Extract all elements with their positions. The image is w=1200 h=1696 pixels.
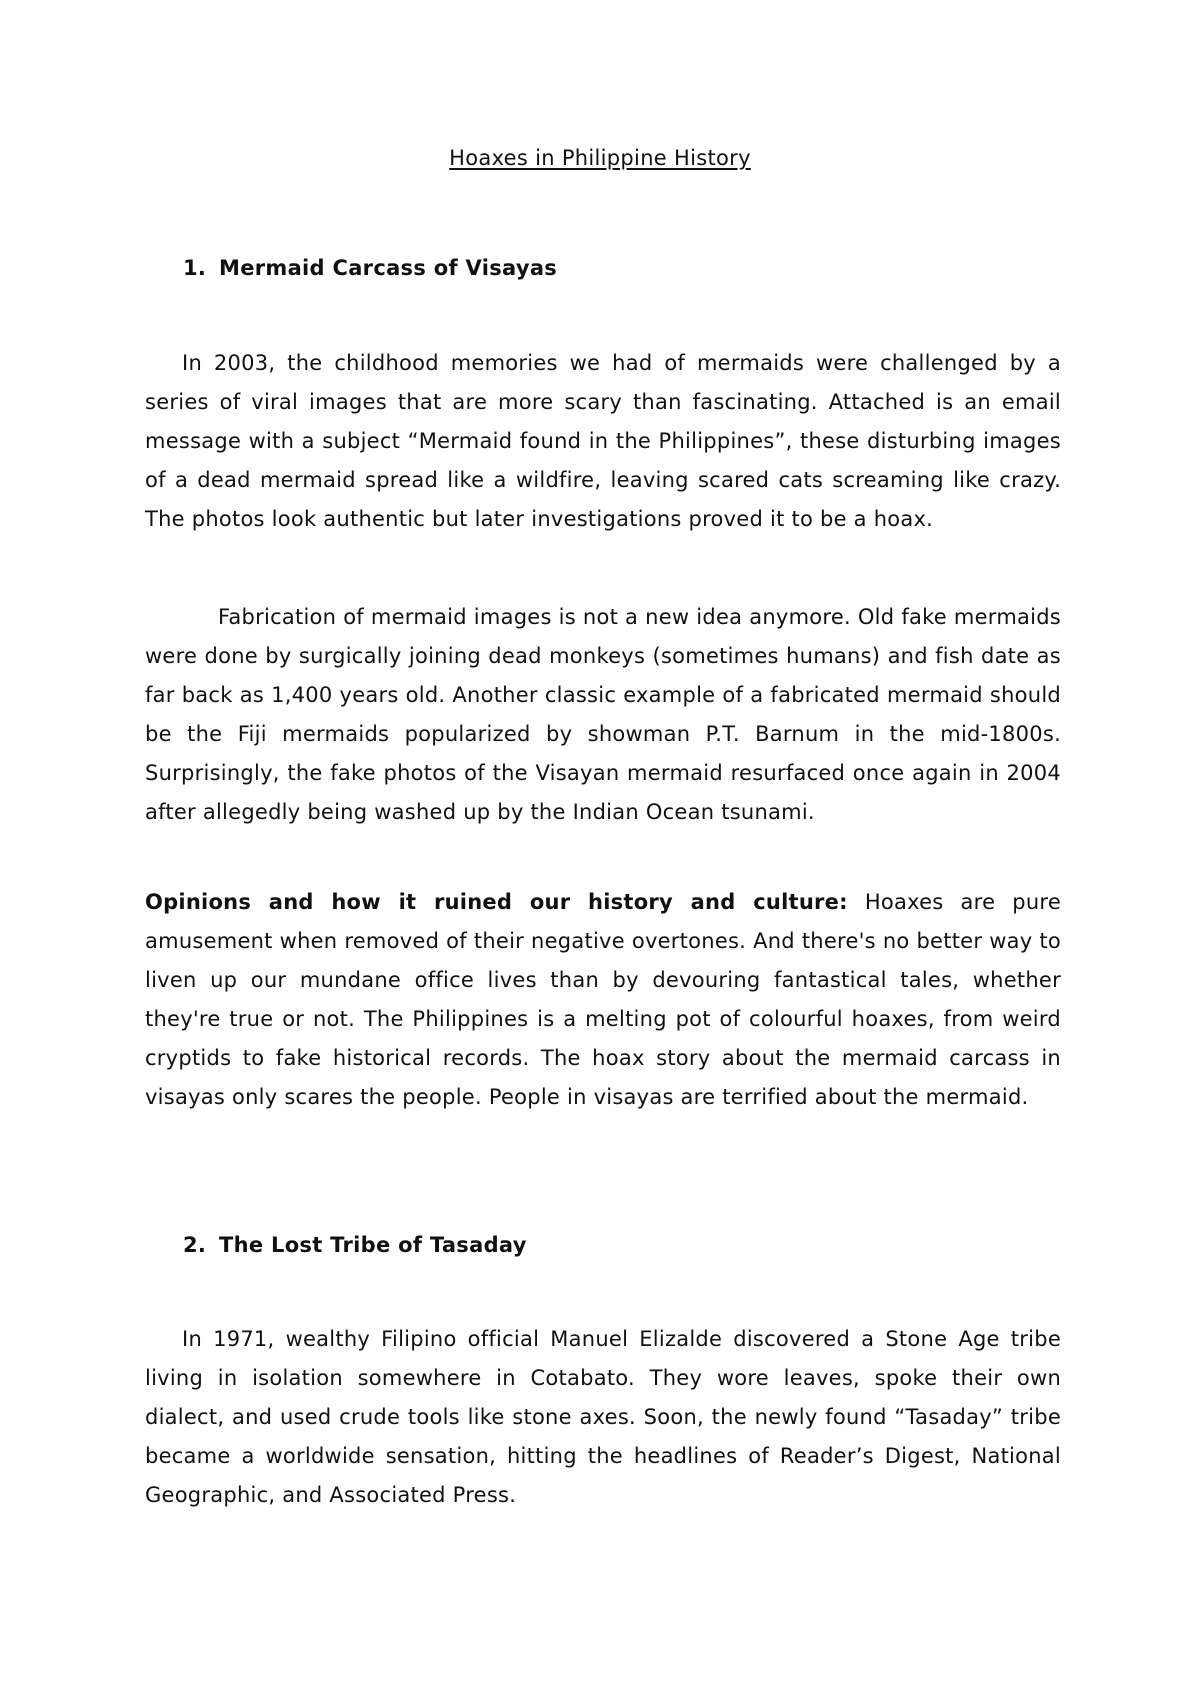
document-title: Hoaxes in Philippine History xyxy=(449,146,751,170)
opinion-label: Opinions and how it ruined our history and culture: xyxy=(145,890,848,914)
paragraph-opinion xyxy=(145,883,1061,1117)
paragraph-mermaid-fabrication: Fabrication of mermaid images is not a new idea anymore. Old fake mermaids were done by surgically joining dead monkeys (sometimes humans) and fish date as far back as 1,400 years old. Another classic example of a fabricated mermaid should be the Fiji mermaids popularized by showman P.T. Barnum in the mid-1800s. Surprisingly, the fake photos of the Visayan mermaid resurfaced once again in 2004 after allegedly being washed up by the Indian Ocean tsunami. xyxy=(145,605,1061,824)
section-title: The Lost Tribe of Tasaday xyxy=(219,1233,527,1257)
section-number: 1. xyxy=(183,256,207,280)
paragraph-mermaid-intro: In 2003, the childhood memories we had of mermaids were challenged by a series of viral images that are more scary than fascinating. Attached is an email message with a subject “Mermaid found in the Philippines”, these disturbing images of a dead mermaid spread like a wildfire, leaving scared cats screaming like crazy. The photos look authentic but later investigations proved it to be a hoax. xyxy=(145,351,1061,531)
section-heading-2 xyxy=(183,1230,527,1260)
section-title: Mermaid Carcass of Visayas xyxy=(219,256,558,280)
opinion-text: Hoaxes are pure amusement when removed of their negative overtones. And there's no better way to liven up our mundane office lives than by devouring fantastical tales, whether they're true or not. The Philippines is a melting pot of colourful hoaxes, from weird cryptids to fake historical records. The hoax story about the mermaid carcass in visayas only scares the people. People in visayas are terrified about the mermaid. xyxy=(145,890,1062,1109)
section-heading-1 xyxy=(183,253,557,283)
section-number: 2. xyxy=(183,1233,207,1257)
paragraph-tasaday-intro: In 1971, wealthy Filipino official Manuel Elizalde discovered a Stone Age tribe living in isolation somewhere in Cotabato. They wore leaves, spoke their own dialect, and used crude tools like stone axes. Soon, the newly found “Tasaday” tribe became a worldwide sensation, hitting the headlines of Reader’s Digest, National Geographic, and Associated Press. xyxy=(145,1327,1061,1507)
